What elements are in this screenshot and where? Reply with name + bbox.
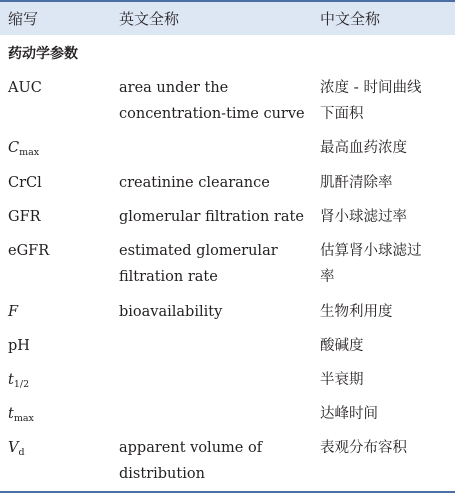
chinese-line: 最高血药浓度 xyxy=(320,140,407,156)
chinese-line: 达峰时间 xyxy=(320,406,378,422)
abbreviation-cell: AUC xyxy=(8,80,42,96)
chinese-line: 表观分布容积 xyxy=(320,440,407,456)
abbreviation-subscript: 1/2 xyxy=(13,379,30,390)
abbreviation-subscript: max xyxy=(19,147,40,158)
chinese-line: 半衰期 xyxy=(320,372,364,388)
header-english-name: 英文全称 xyxy=(119,10,180,28)
english-line: bioavailability xyxy=(119,304,223,320)
abbreviation-cell: eGFR xyxy=(8,243,50,259)
abbreviation-symbol: C xyxy=(8,140,20,156)
abbreviation-cell: CrCl xyxy=(8,175,42,191)
chinese-line: 肾小球滤过率 xyxy=(320,209,407,225)
header-abbreviation: 缩写 xyxy=(8,10,39,28)
chinese-line: 估算肾小球滤过 xyxy=(320,243,422,259)
chinese-line: 酸碱度 xyxy=(320,338,364,354)
english-line: apparent volume of xyxy=(119,440,263,456)
abbreviation-cell: pH xyxy=(8,338,30,354)
abbreviation-symbol: t xyxy=(8,372,14,388)
chinese-line: 生物利用度 xyxy=(320,304,393,320)
abbreviation-cell: F xyxy=(8,304,19,320)
bottom-rule xyxy=(0,491,455,493)
section-title: 药动学参数 xyxy=(8,46,78,62)
abbreviation-symbol: t xyxy=(8,406,14,422)
chinese-line: 率 xyxy=(320,269,335,285)
english-line: distribution xyxy=(119,466,205,482)
english-line: glomerular filtration rate xyxy=(119,209,304,225)
abbreviation-symbol: V xyxy=(8,440,19,456)
header-chinese-name: 中文全称 xyxy=(320,10,381,28)
abbreviation-cell xyxy=(8,135,39,166)
chinese-line: 肌酐清除率 xyxy=(320,175,393,191)
abbreviation-subscript: d xyxy=(18,447,25,458)
chinese-line: 下面积 xyxy=(320,106,364,122)
english-line: creatinine clearance xyxy=(119,175,270,191)
abbreviation-cell: GFR xyxy=(8,209,41,225)
chinese-line: 浓度 - 时间曲线 xyxy=(320,80,422,96)
english-line: estimated glomerular xyxy=(119,243,278,259)
abbreviation-cell xyxy=(8,401,34,432)
abbreviation-cell xyxy=(8,367,29,398)
table-header xyxy=(0,0,455,35)
abbreviation-subscript: max xyxy=(13,413,34,424)
abbreviation-cell xyxy=(8,435,25,466)
english-line: area under the xyxy=(119,80,229,96)
english-line: concentration-time curve xyxy=(119,106,305,122)
english-line: filtration rate xyxy=(119,269,218,285)
